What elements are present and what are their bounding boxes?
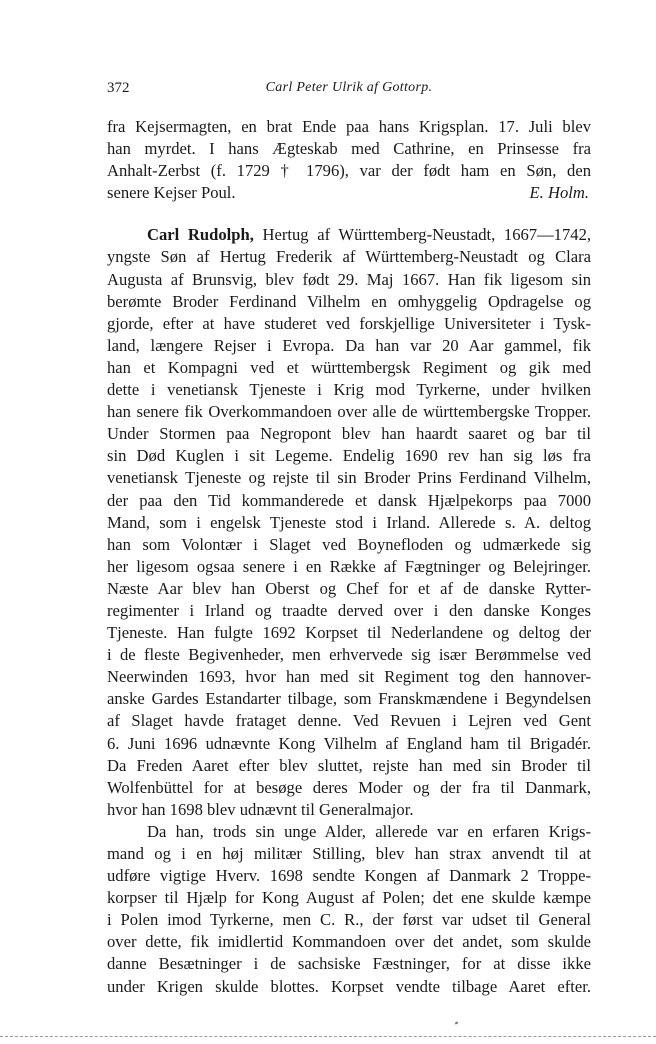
text-line-end: senere Kejser Poul.	[107, 183, 236, 203]
text-line: land, længere Rejser i Evropa. Da han var 20 Aar gammel, fik	[107, 335, 591, 355]
text-line: danne Besætninger i de sachsiske Fæstninger, for at disse ikke	[107, 954, 591, 974]
text-line: af Slaget havde frataget denne. Ved Revuen i Lejren ved Gent	[107, 711, 591, 731]
text-line: regimenter i Irland og traadte derved over i den danske Konges	[107, 600, 591, 620]
paragraph-first-line: Da han, trods sin unge Alder, allerede var en erfaren Krigs-	[147, 821, 591, 841]
text-line: berømte Broder Ferdinand Vilhelm en omhyggelig Opdragelse og	[107, 291, 591, 311]
paper-speck	[455, 1021, 459, 1024]
text-line: der paa den Tid kommanderede et dansk Hjælpekorps paa 7000	[107, 490, 591, 510]
text-line: over dette, fik imidlertid Kommandoen over det andet, som skulde	[107, 932, 591, 952]
text-line: udføre vigtige Hverv. 1698 sendte Kongen af Danmark 2 Troppe-	[107, 866, 591, 886]
text-line: i Polen imod Tyrkerne, men C. R., der først var udset til General	[107, 910, 591, 930]
entry-first-line	[107, 224, 591, 246]
text-line: han myrdet. I hans Ægteskab med Cathrine, en Prinsesse fra	[107, 139, 591, 159]
text-line: Tjeneste. Han fulgte 1692 Korpset til Nederlandene og deltog der	[107, 623, 591, 643]
page-number: 372	[107, 80, 130, 96]
signature-line	[107, 182, 591, 204]
text-line: sin Død Kuglen i sit Legeme. Endelig 1690 rev han sig løs fra	[107, 446, 591, 466]
text-line: han et Kompagni ved et württembergsk Regiment og gik med	[107, 357, 591, 377]
text-line: Under Stormen paa Negropont blev han haardt saaret og bar til	[107, 424, 591, 444]
text-line: gjorde, efter at have studeret ved forskjellige Universiteter i Tysk-	[107, 313, 591, 333]
text-line: venetiansk Tjeneste og rejste til sin Broder Prins Ferdinand Vilhelm,	[107, 468, 591, 488]
body-text	[107, 116, 591, 998]
page-header	[107, 80, 591, 102]
text-line: yngste Søn af Hertug Frederik af Württemberg-Neustadt og Clara	[107, 247, 591, 267]
entry-name: Carl Rudolph,	[147, 225, 254, 245]
text-line: 6. Juni 1696 udnævnte Kong Vilhelm af England ham til Brigadér.	[107, 733, 591, 753]
text-line: her ligesom ogsaa senere i en Række af Fægtninger og Belejringer.	[107, 556, 591, 576]
text-line: han senere fik Overkommandoen over alle de württembergske Tropper.	[107, 402, 591, 422]
text-line: i de fleste Begivenheder, men erhvervede sig især Berømmelse ved	[107, 645, 591, 665]
entry-first-line-text: Hertug af Württemberg-Neustadt, 1667—1742,	[253, 225, 591, 245]
text-line: dette i venetiansk Tjeneste i Krig mod Tyrkerne, under hvilken	[107, 380, 591, 400]
text-line: hvor han 1698 blev udnævnt til Generalmajor.	[107, 799, 414, 819]
scan-edge	[0, 1036, 656, 1038]
author-signature: E. Holm.	[529, 183, 589, 203]
text-line: Anhalt-Zerbst (f. 1729 † 1796), var der født ham en Søn, den	[107, 161, 591, 181]
text-line: fra Kejsermagten, en brat Ende paa hans Krigsplan. 17. Juli blev	[107, 117, 591, 136]
text-line: Wolfenbüttel for at besøge deres Moder og der fra til Danmark,	[107, 777, 591, 797]
text-line: mand og i en høj militær Stilling, blev han strax anvendt til at	[107, 844, 591, 863]
text-line: korpser til Hjælp for Kong August af Polen; det ene skulde kæmpe	[107, 888, 591, 908]
text-line: Neerwinden 1693, hvor han med sit Regiment tog den hannover-	[107, 667, 591, 687]
text-line: Augusta af Brunsvig, blev født 29. Maj 1667. Han fik ligesom sin	[107, 269, 591, 289]
text-line: anske Gardes Estandarter tilbage, som Franskmændene i Begyndelsen	[107, 689, 591, 709]
text-line: under Krigen skulde blottes. Korpset vendte tilbage Aaret efter.	[107, 976, 591, 996]
text-line: Da Freden Aaret efter blev sluttet, rejste han med sin Broder til	[107, 755, 591, 775]
running-title: Carl Peter Ulrik af Gottorp.	[265, 80, 433, 95]
text-line: Næste Aar blev han Oberst og Chef for et af de danske Rytter-	[107, 578, 591, 598]
text-line: Mand, som i engelsk Tjeneste stod i Irland. Allerede s. A. deltog	[107, 512, 591, 532]
section-gap	[107, 204, 591, 224]
text-line: han som Volontær i Slaget ved Boynefloden og udmærkede sig	[107, 534, 591, 554]
